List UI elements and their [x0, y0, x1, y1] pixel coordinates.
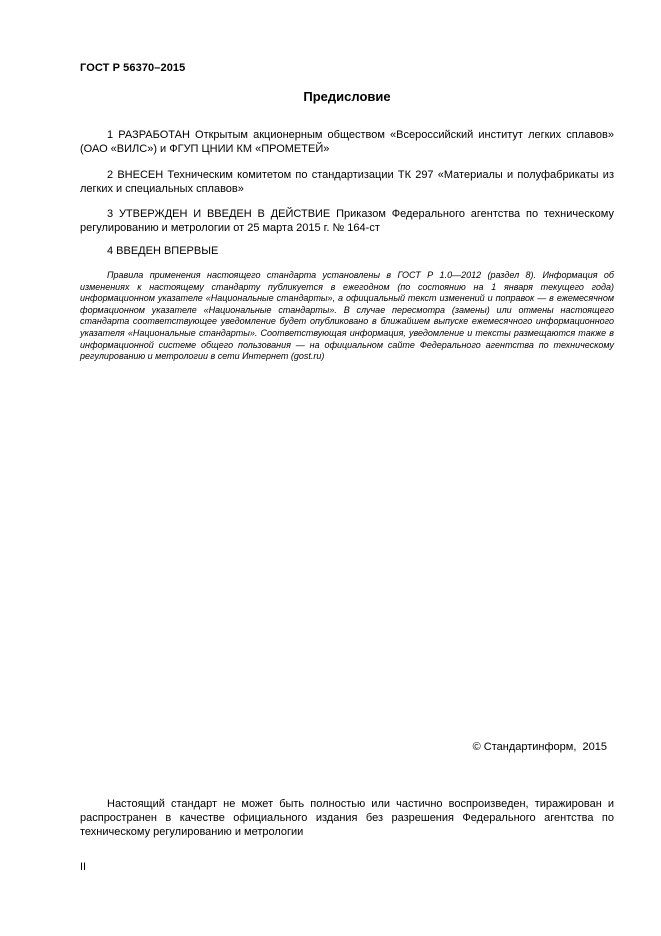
reproduction-notice: Настоящий стандарт не может быть полностью или частично воспроизведен, тиражирован и распространен в качестве официального издания без разрешения Федерального агентства по техническому регулированию и метрологии: [80, 798, 614, 838]
page-title: Предисловие: [303, 89, 391, 104]
foreword-item-4: 4 ВВЕДЕН ВПЕРВЫЕ: [107, 245, 219, 257]
foreword-item-2: 2 ВНЕСЕН Техническим комитетом по стандартизации ТК 297 «Материалы и полуфабрикаты из легких и специальных сплавов»: [80, 169, 614, 195]
document-code: ГОСТ Р 56370–2015: [80, 62, 186, 74]
foreword-item-1: 1 РАЗРАБОТАН Открытым акционерным обществом «Всероссийский институт легких сплавов» (ОАО «ВИЛС») и ФГУП ЦНИИ КМ «ПРОМЕТЕЙ»: [80, 129, 614, 155]
page-number: II: [80, 861, 87, 873]
copyright-symbol: ©: [472, 741, 481, 753]
copyright-year: 2015: [582, 741, 607, 753]
application-rules-note: Правила применения настоящего стандарта установлены в ГОСТ Р 1.0—2012 (раздел 8). Информация об изменениях к настоящему стандарту публикуется в ежегодном (по состоянию на 1 января текущего года) информационном указателе «Национальные стандарты», а официальный текст изменений и поправок — в ежемесячном формационном указателе «Национальные стандарты». В случае пересмотра (замены) или отмены настоящего стандарта соответствующее уведомление будет опубликовано в ближайшем выпуске ежемесячного информационного указателя «Национальные стандарты». Соответствующая информация, уведомление и тексты размещаются также в информационной системе общего пользования — на официальном сайте Федерального агентства по техническому регулированию и метрологии в сети Интернет (gost.ru): [80, 270, 614, 362]
foreword-item-3: 3 УТВЕРЖДЕН И ВВЕДЕН В ДЕЙСТВИЕ Приказом Федерального агентства по техническому регулированию и метрологии от 25 марта 2015 г. № 164-ст: [80, 208, 614, 234]
copyright-line: [473, 741, 607, 753]
copyright-publisher: Стандартинформ,: [483, 741, 577, 753]
